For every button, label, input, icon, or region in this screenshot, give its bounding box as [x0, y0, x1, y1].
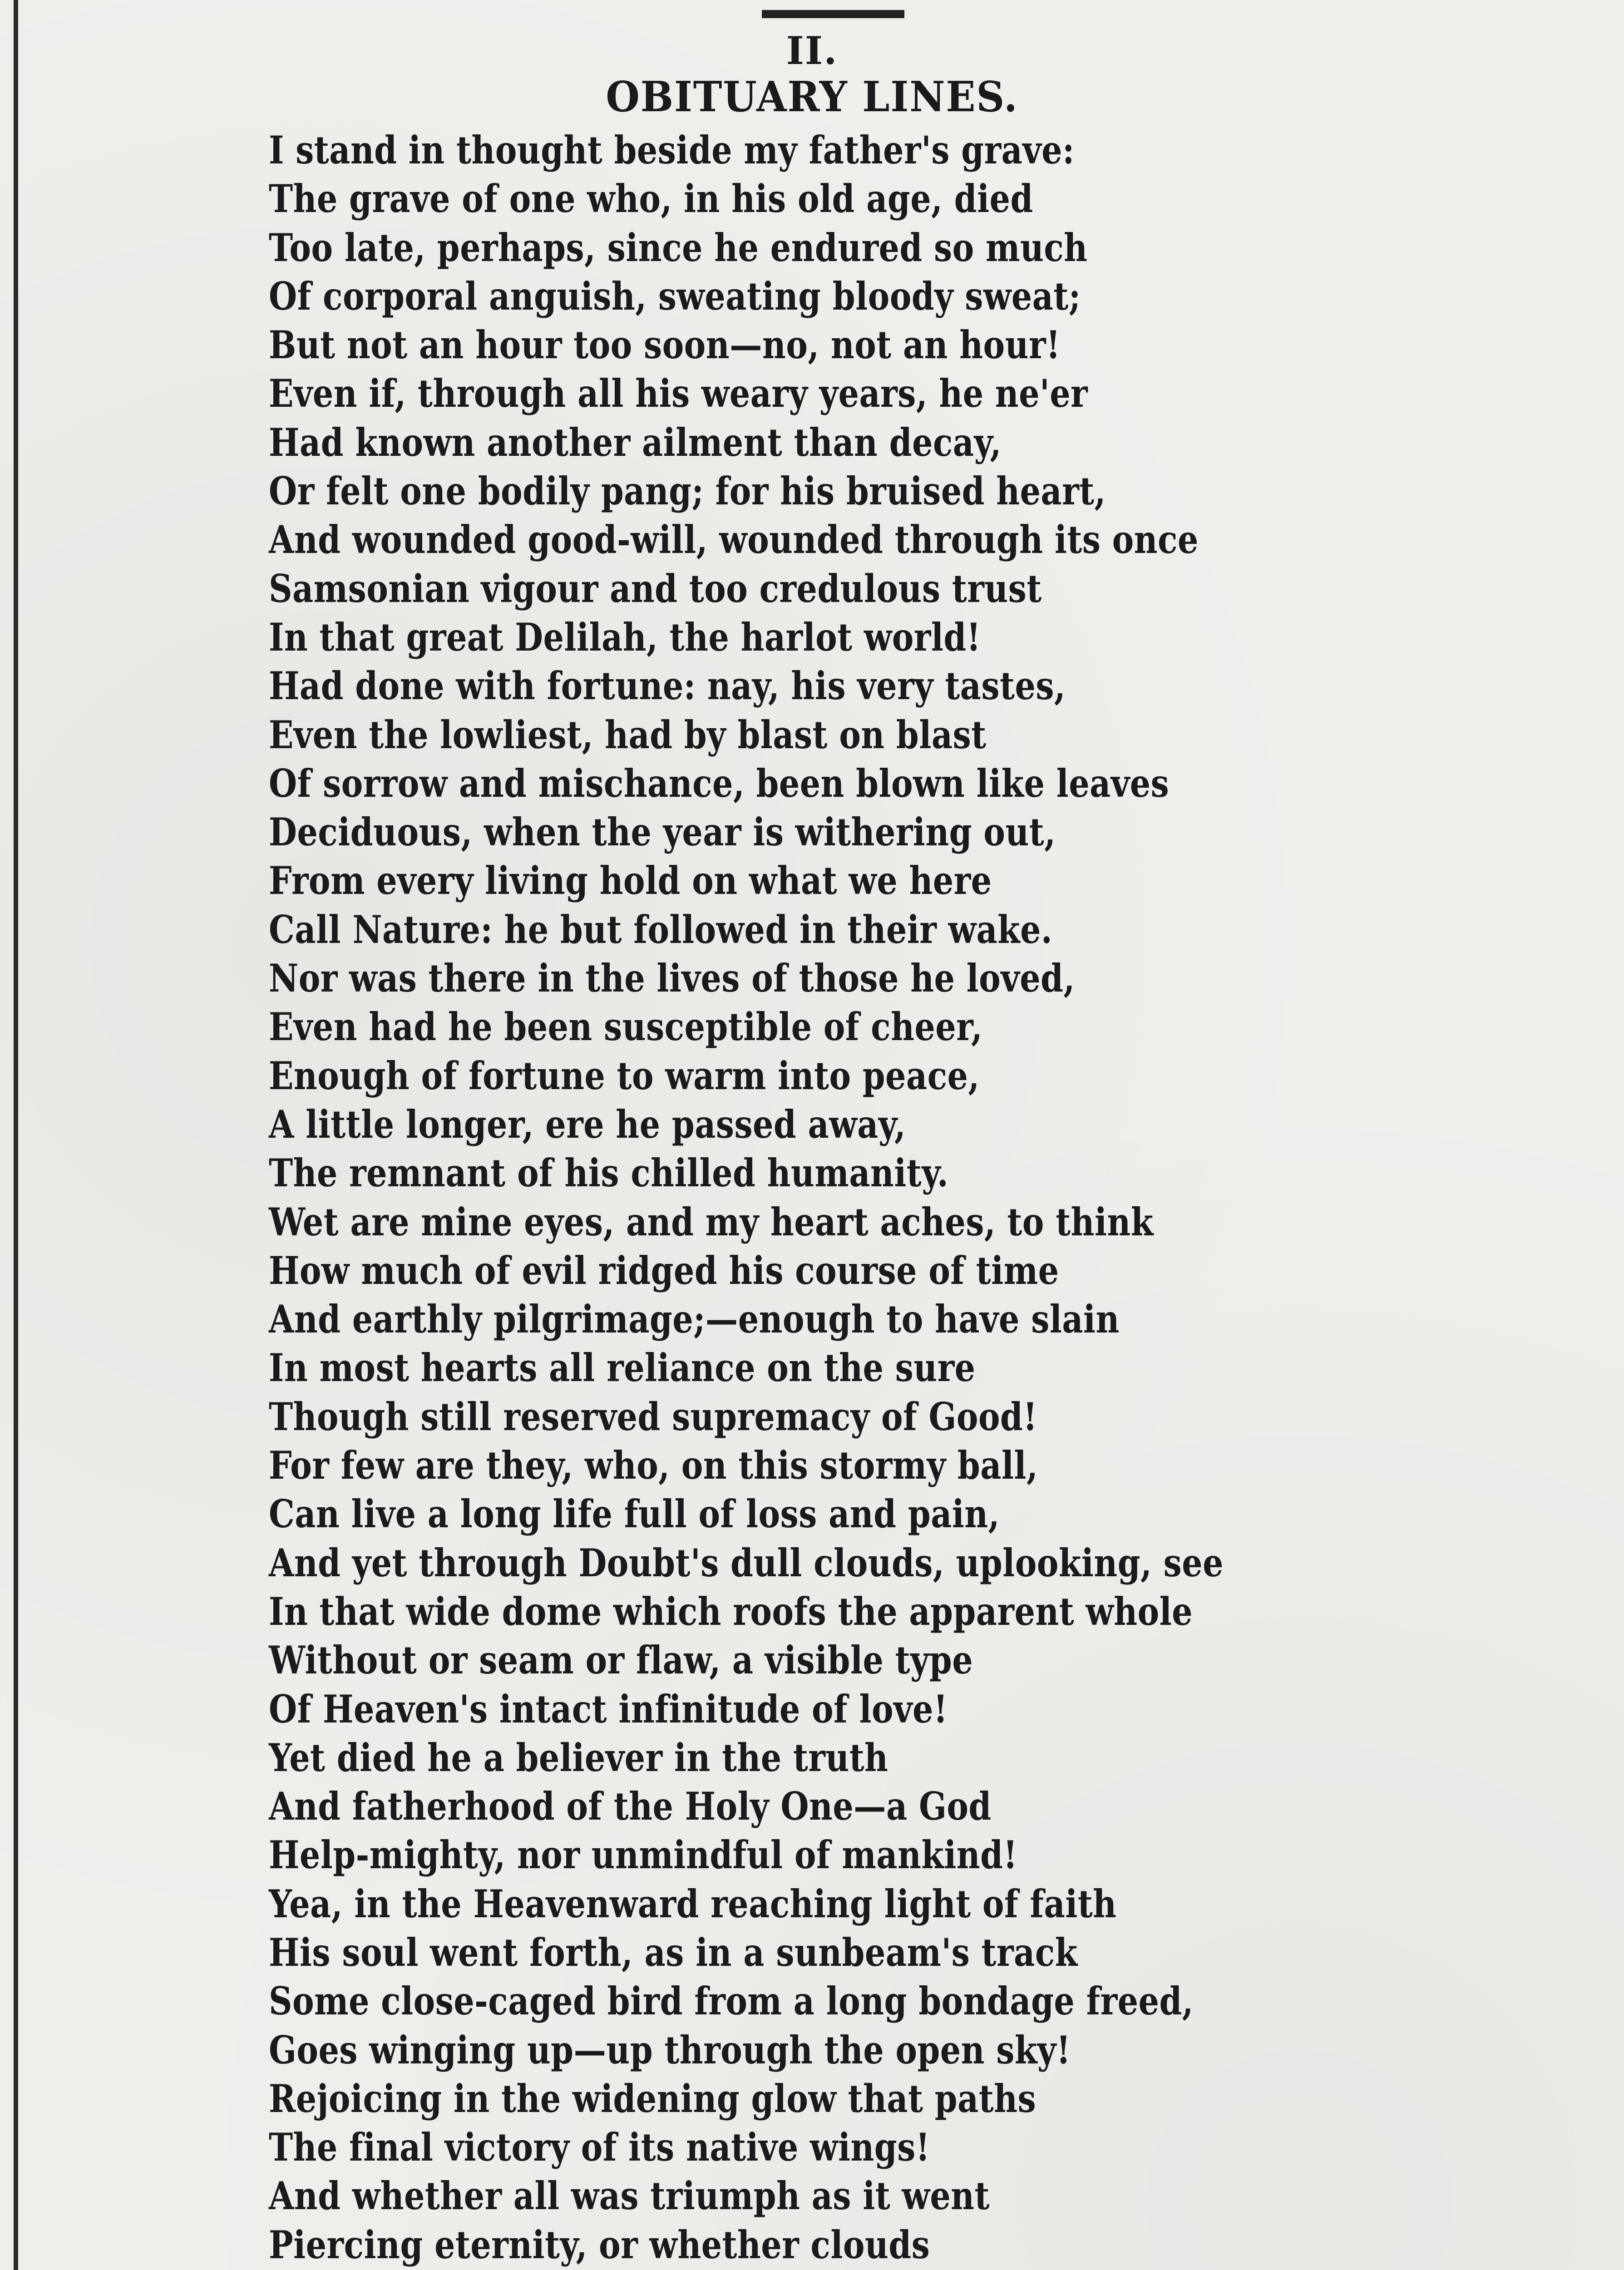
poem-line: Help-mighty, nor unmindful of mankind!: [269, 1832, 1018, 1878]
poem-line: Even had he been susceptible of cheer,: [269, 1004, 983, 1050]
poem-line: Can live a long life full of loss and pain,: [269, 1491, 1000, 1537]
poem-line: Nor was there in the lives of those he loved,: [269, 956, 1075, 1001]
poem-line: Of sorrow and mischance, been blown like leaves: [269, 760, 1170, 806]
poem-line: Of Heaven's intact infinitude of love!: [269, 1686, 948, 1732]
poem-line: Some close-caged bird from a long bondage freed,: [269, 1979, 1194, 2024]
poem-line: Rejoicing in the widening glow that paths: [269, 2076, 1037, 2121]
poem-line: How much of evil ridged his course of time: [269, 1248, 1059, 1293]
poem-line: And whether all was triumph as it went: [269, 2173, 990, 2219]
poem-line: Of corporal anguish, sweating bloody sweat;: [269, 273, 1081, 319]
poem-line: Goes winging up—up through the open sky!: [269, 2027, 1071, 2073]
left-column-rule: [14, 0, 18, 2270]
poem-line: Or felt one bodily pang; for his bruised heart,: [269, 469, 1106, 514]
poem-line: Even the lowliest, had by blast on blast: [269, 712, 987, 757]
poem-line: Yea, in the Heavenward reaching light of faith: [269, 1881, 1117, 1926]
poem-line: The remnant of his chilled humanity.: [269, 1150, 949, 1196]
poem-line: Without or seam or flaw, a visible type: [269, 1638, 973, 1683]
poem-line: Samsonian vigour and too credulous trust: [269, 566, 1042, 611]
section-numeral: II.: [786, 28, 838, 73]
poem-title: OBITUARY LINES.: [606, 72, 1018, 121]
poem-line: From every living hold on what we here: [269, 858, 992, 903]
poem-line: The final victory of its native wings!: [269, 2125, 930, 2170]
poem-line: In that great Delilah, the harlot world!: [269, 614, 981, 660]
poem-text: [269, 126, 1585, 2270]
poem-line: I stand in thought beside my father's grave:: [269, 128, 1075, 173]
poem-line: In most hearts all reliance on the sure: [269, 1345, 976, 1391]
poem-line: And yet through Doubt's dull clouds, uplooking, see: [269, 1540, 1224, 1585]
poem-line: A little longer, ere he passed away,: [269, 1101, 906, 1147]
poem-line: Piercing eternity, or whether clouds: [269, 2222, 930, 2267]
poem-line: And earthly pilgrimage;—enough to have slain: [269, 1297, 1120, 1342]
poem-line: Enough of fortune to warm into peace,: [269, 1053, 980, 1098]
poem-line: The grave of one who, in his old age, died: [269, 176, 1033, 222]
poem-line: Deciduous, when the year is withering out,: [269, 809, 1056, 855]
top-rule: [762, 10, 904, 18]
poem-line: Yet died he a believer in the truth: [269, 1735, 889, 1780]
poem-line: Had known another ailment than decay,: [269, 419, 1002, 465]
poem-line: His soul went forth, as in a sunbeam's track: [269, 1930, 1078, 1975]
poem-line: Had done with fortune: nay, his very tastes,: [269, 663, 1066, 709]
poem-line: In that wide dome which roofs the apparent whole: [269, 1589, 1193, 1634]
poem-line: Wet are mine eyes, and my heart aches, to think: [269, 1199, 1154, 1244]
poem-line: But not an hour too soon—no, not an hour!: [269, 322, 1061, 368]
poem-line: Even if, through all his weary years, he ne'er: [269, 371, 1088, 416]
poem-line: And wounded good-will, wounded through its once: [269, 517, 1199, 563]
poem-line: Too late, perhaps, since he endured so much: [269, 225, 1088, 270]
poem-line: And fatherhood of the Holy One—a God: [269, 1784, 992, 1829]
poem-line: For few are they, who, on this stormy ball,: [269, 1443, 1038, 1488]
poem-line: Call Nature: he but followed in their wake.: [269, 907, 1053, 952]
poem-line: Though still reserved supremacy of Good!: [269, 1394, 1038, 1439]
